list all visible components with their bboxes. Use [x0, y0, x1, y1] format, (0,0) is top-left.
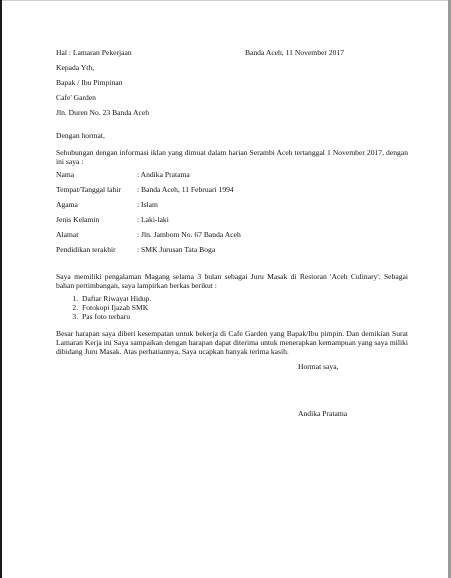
intro-paragraph: Sehubungan dengan informasi iklan yang dimuat dalam harian Serambi Aceh tertanggal 1 November 2017, dengan ini saya :	[56, 148, 408, 166]
place-date: Banda Aceh, 11 November 2017	[244, 48, 344, 57]
identity-label: Jenis Kelamin	[56, 215, 100, 224]
recipient-line: Kepada Yth,	[56, 63, 95, 72]
recipient-line: Cafe' Garden	[56, 93, 96, 102]
identity-label: Tempat/Tanggal lahir	[56, 185, 121, 194]
identity-label: Agama	[56, 200, 78, 209]
identity-value: : Islam	[137, 200, 158, 209]
identity-value: : Banda Aceh, 11 Februari 1994	[137, 185, 234, 194]
subject-line: Hal : Lamaran Pekerjaan	[56, 48, 132, 57]
page-top-border	[0, 0, 451, 1]
letter-header	[56, 48, 408, 57]
signer-name: Andika Pratama	[298, 409, 348, 418]
page-left-border	[0, 0, 2, 578]
letter-body	[56, 48, 408, 418]
attachment-item: 2. Fotokopi Ijazah SMK	[80, 303, 408, 312]
sign-off: Hormat saya,	[298, 362, 339, 371]
identity-label: Pendidikan terakhir	[56, 245, 116, 254]
attachment-item: 3. Pas foto terbaru	[80, 312, 408, 321]
recipient-block	[56, 63, 408, 123]
identity-label: Alamat	[56, 230, 79, 239]
identity-row	[56, 200, 241, 215]
identity-row	[56, 230, 241, 245]
recipient-line: Jln. Duren No. 23 Banda Aceh	[56, 108, 150, 117]
identity-value: : SMK Jurusan Tata Boga	[137, 245, 216, 254]
identity-row	[56, 185, 241, 200]
identity-value: : Jln. Jambom No. 67 Banda Aceh	[137, 230, 241, 239]
identity-value: : Laki-laki	[137, 215, 169, 224]
attachment-item: 1. Daftar Riwayat Hidup.	[80, 294, 408, 303]
identity-label: Nama	[56, 170, 75, 179]
identity-row	[56, 245, 241, 260]
experience-paragraph: Saya memiliki pengalaman Magang selama 3 bulan sebagai Juru Masak di Restoran 'Aceh Culinary'. Sebagai bahan pertimbangan, saya lampirkan berkas berikut :	[56, 272, 408, 290]
closing-paragraph: Besar harapan saya diberi kesempatan untuk bekerja di Cafe Garden yang Bapak/Ibu pimpin. Dan demikian Surat Lamaran Kerja ini Saya sampaikan dengan harapan dapat diterima untuk menerapkan kemampuan yang saya miliki dibidang Juru Masak. Atas perhatiannya, Saya ucapkan banyak terima kasih.	[56, 329, 408, 356]
identity-row	[56, 215, 241, 230]
attachment-list	[56, 294, 408, 321]
identity-table	[56, 170, 241, 260]
greeting: Dengan hormat,	[56, 131, 105, 140]
identity-value: : Andika Pratama	[137, 170, 190, 179]
identity-row	[56, 170, 241, 185]
recipient-line: Bapak / Ibu Pimpinan	[56, 78, 123, 87]
